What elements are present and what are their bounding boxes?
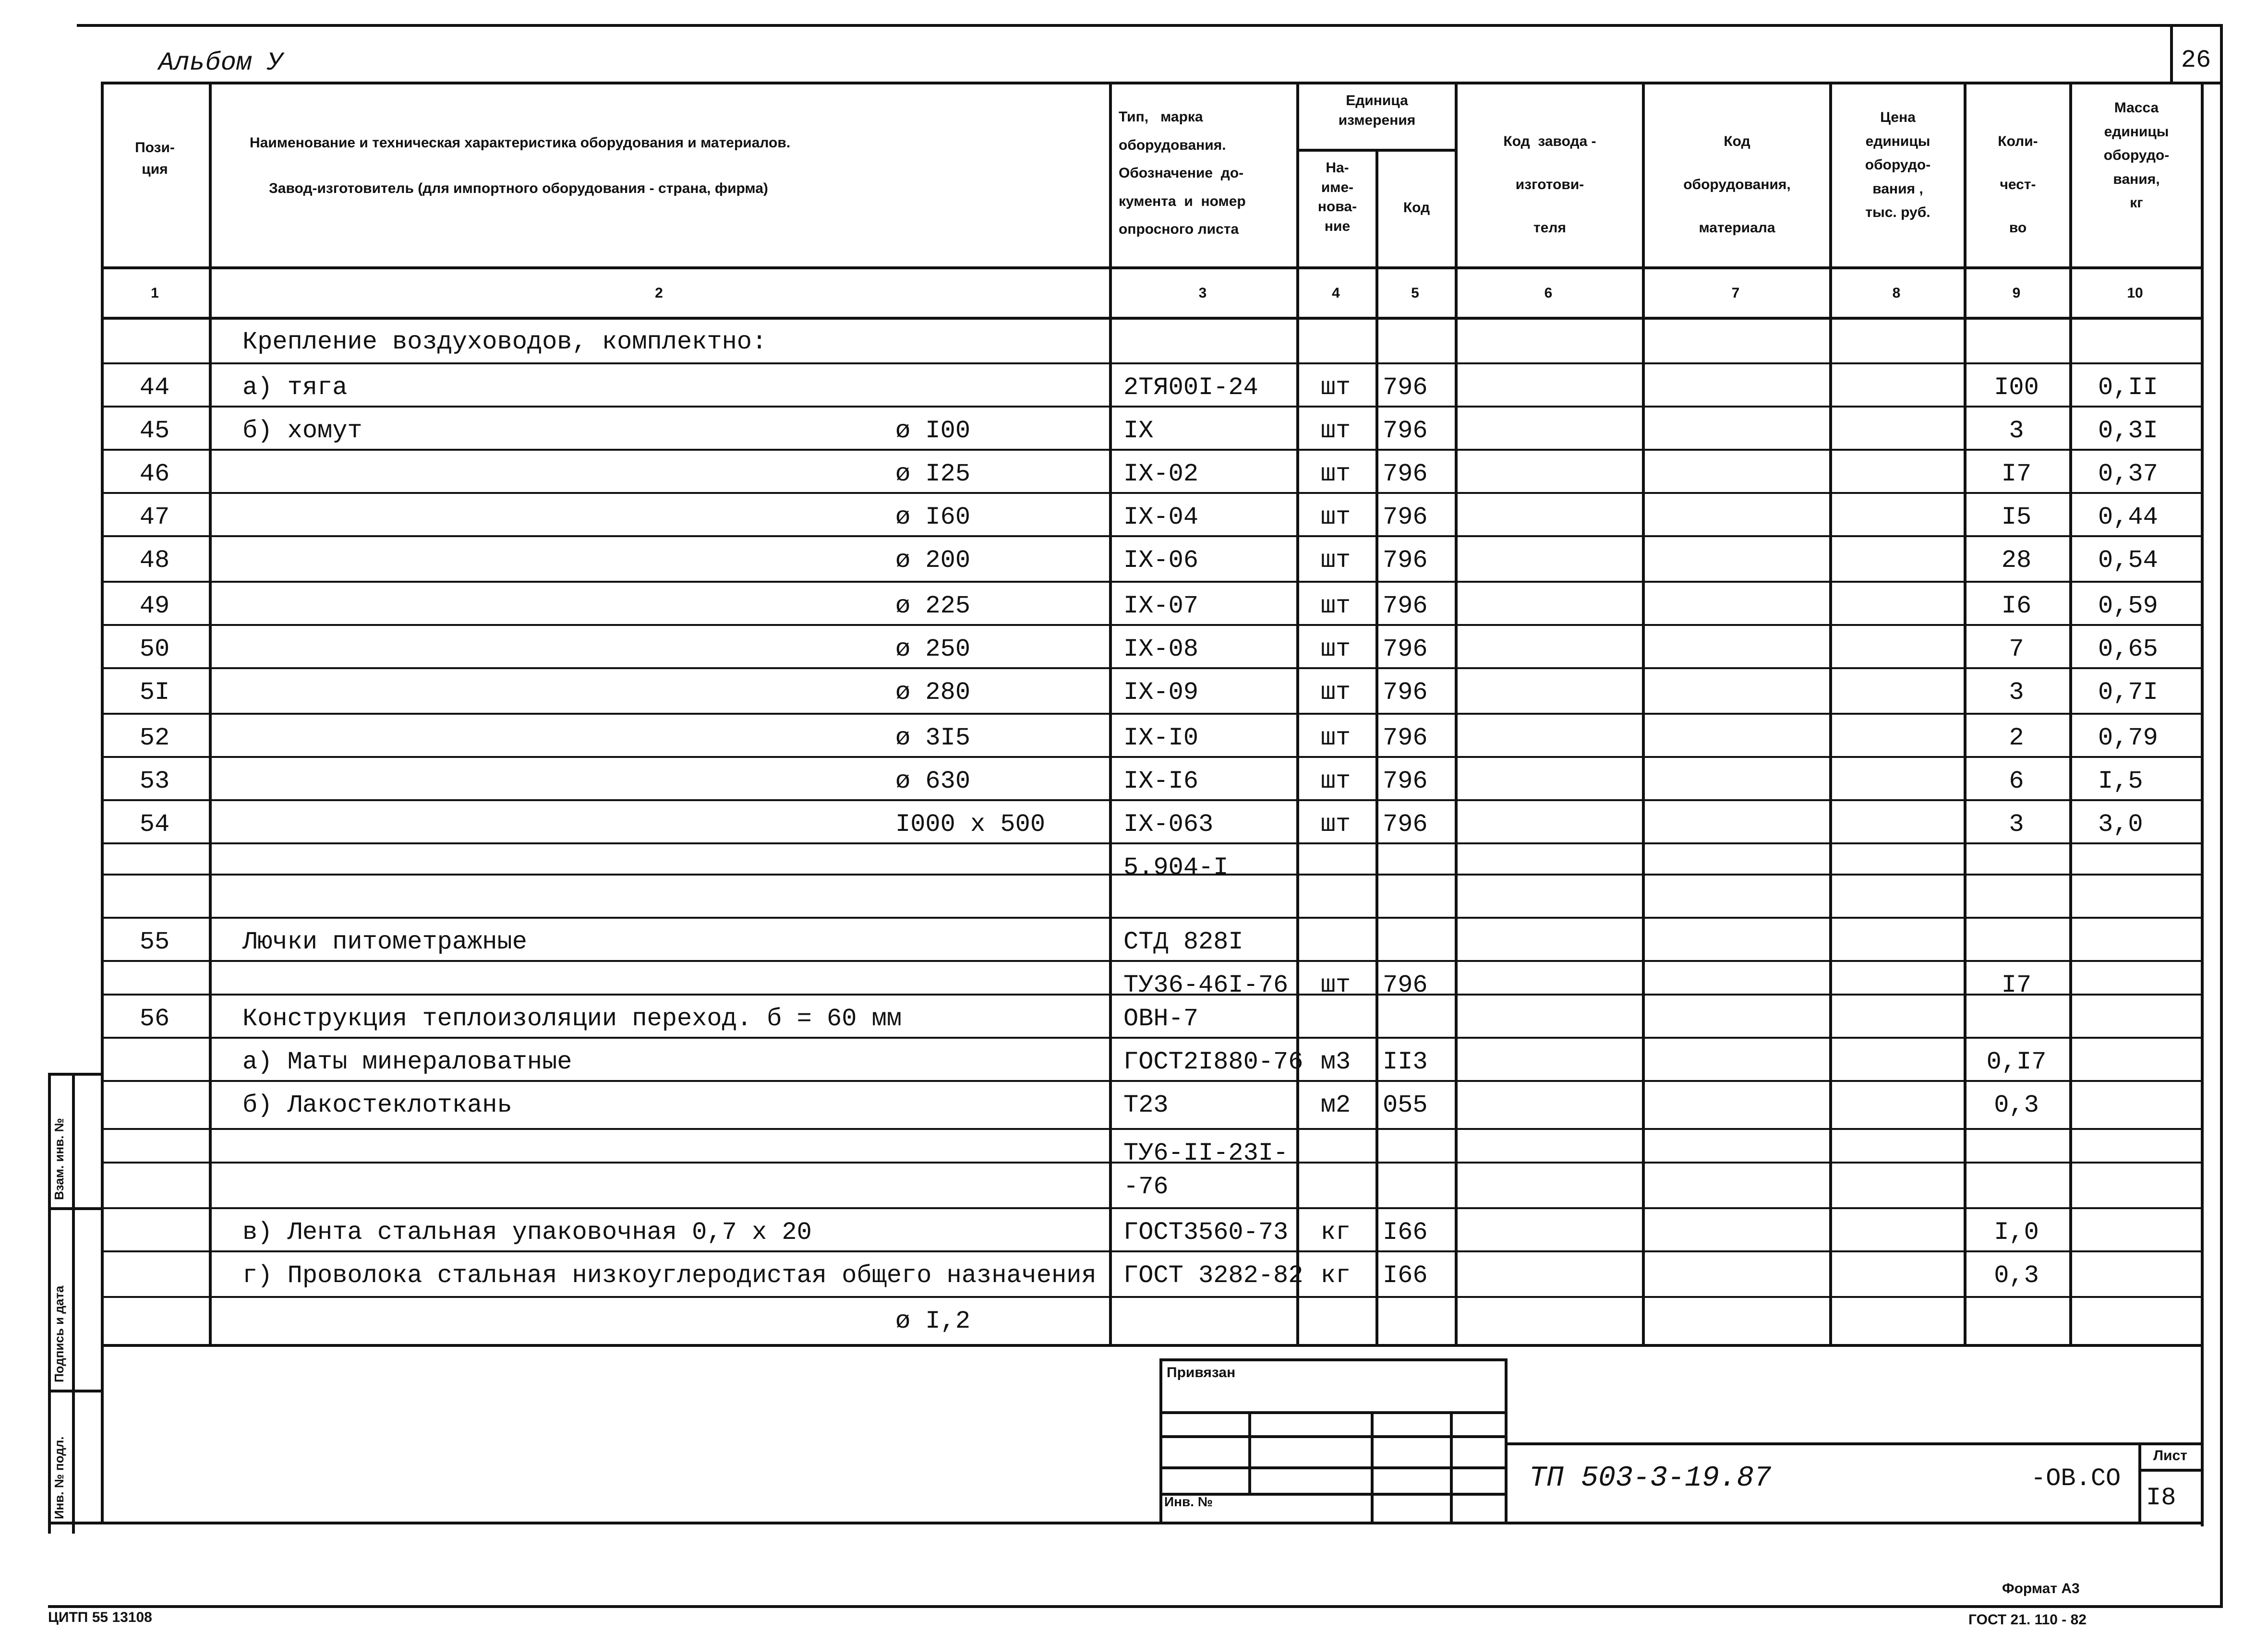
colnum-4: 4 [1332,285,1340,301]
table-bottom [101,1344,2204,1347]
row-unit-code: 796 [1383,592,1428,620]
row-unit: шт [1320,635,1351,663]
row-position: 48 [139,546,170,575]
page-number: 26 [2181,46,2211,74]
row-unit: м3 [1320,1048,1351,1076]
colnum-2: 2 [655,285,663,301]
row-line [101,1080,2204,1082]
row-name: б) хомут [242,417,362,445]
stamp-line-a [1159,1411,1508,1414]
row-dimension: ø 200 [895,546,971,575]
frame-bottom [48,1605,2223,1608]
row-type: IX-09 [1123,678,1199,707]
row-line [101,1037,2204,1039]
col-line-4 [1375,149,1378,1344]
row-unit: шт [1320,503,1351,531]
row-mass: 3,0 [2098,810,2143,839]
row-type: IX-I6 [1123,767,1199,795]
row-dimension: ø 250 [895,635,971,663]
sheet-label: Лист [2153,1448,2187,1464]
row-type: ОВН-7 [1123,1005,1199,1033]
stamp-col-c [1450,1411,1453,1524]
row-line [101,624,2204,626]
row-dimension: ø I25 [895,460,971,488]
row-unit-code: 055 [1383,1091,1428,1119]
row-mass: 0,59 [2098,592,2158,620]
row-quantity: 3 [2009,417,2024,445]
row-mass: 0,65 [2098,635,2158,663]
footer-left: ЦИТП 55 13108 [48,1609,152,1625]
col-line-8 [1964,82,1966,1344]
row-quantity: I00 [1994,373,2039,402]
row-line [101,667,2204,669]
frame-top [77,24,2223,27]
row-line [101,492,2204,494]
row-dimension: ø 225 [895,592,971,620]
row-position: 5I [139,678,170,707]
colnum-8: 8 [1892,285,1901,301]
row-dimension: ø I,2 [895,1307,971,1335]
designation-suffix: -ОВ.СО [2031,1464,2121,1493]
row-name: г) Проволока стальная низкоуглеродистая общего назначения [242,1261,1097,1290]
stamp-col-b [1371,1411,1374,1524]
col-line-5 [1455,82,1458,1344]
row-dimension: ø I00 [895,417,971,445]
row-dimension: ø 630 [895,767,971,795]
row-quantity: 2 [2009,724,2024,752]
row-unit: шт [1320,810,1351,839]
row-line [101,960,2204,962]
title-block-top [1505,1442,2204,1445]
header-quantity: Коли- чест- во [1998,133,2038,236]
row-line [101,1128,2204,1130]
row-quantity: 6 [2009,767,2024,795]
row-unit: шт [1320,971,1351,999]
row-type: ГОСТ3560-73 [1123,1218,1289,1247]
row-unit-code: 796 [1383,724,1428,752]
header-unit-name: На- име- нова- ние [1317,160,1357,234]
colnum-5: 5 [1411,285,1419,301]
table-top [101,82,2223,84]
row-name: б) Лакостеклоткань [242,1091,512,1119]
row-type: IX-02 [1123,460,1199,488]
row-line [101,581,2204,583]
row-quantity: I,0 [1994,1218,2039,1247]
row-unit-code: 796 [1383,417,1428,445]
side-stamp-line-2 [48,1207,101,1210]
row-quantity: I5 [2001,503,2032,531]
row-name: а) тяга [242,373,348,402]
row-dimension: ø 3I5 [895,724,971,752]
row-position: 56 [139,1005,170,1033]
stamp-col-a [1248,1411,1251,1493]
row-type: Т23 [1123,1091,1169,1119]
row-mass: 0,44 [2098,503,2158,531]
row-unit-code: II3 [1383,1048,1428,1076]
row-line [101,1250,2204,1252]
header-type: Тип, марка оборудования. Обозначение до- кумента и номер опросного листа [1119,109,1246,237]
stamp-top [1159,1358,1508,1361]
row-quantity: 3 [2009,810,2024,839]
row-position: 46 [139,460,170,488]
row-type: IX-I0 [1123,724,1199,752]
row-unit: шт [1320,724,1351,752]
col-line-7 [1829,82,1832,1344]
row-dimension: ø I60 [895,503,971,531]
row-type: СТД 828I [1123,928,1243,956]
row-type: -76 [1123,1173,1169,1201]
row-line [101,799,2204,801]
row-quantity: I7 [2001,460,2032,488]
row-quantity: 0,3 [1994,1261,2039,1290]
header-unit: Единица измерения [1338,93,1416,128]
row-name: Лючки питометражные [242,928,527,956]
colnum-bottom [101,317,2204,320]
row-unit: шт [1320,546,1351,575]
colnum-9: 9 [2012,285,2021,301]
row-unit-code: 796 [1383,971,1428,999]
row-line [101,917,2204,919]
row-type: ГОСТ2I880-76 [1123,1048,1303,1076]
stamp-left [1159,1358,1162,1524]
row-name: Крепление воздуховодов, комплектно: [242,328,767,356]
row-position: 45 [139,417,170,445]
sheet-number: I8 [2146,1484,2176,1512]
col-line-9 [2069,82,2072,1344]
row-mass: 0,3I [2098,417,2158,445]
row-line [101,842,2204,844]
row-line [101,1207,2204,1209]
row-line [101,756,2204,758]
row-type: IX-04 [1123,503,1199,531]
colnum-1: 1 [151,285,159,301]
row-mass: 0,54 [2098,546,2158,575]
stamp-privyazan: Привязан [1167,1365,1236,1380]
row-unit-code: 796 [1383,810,1428,839]
designation: ТП 503-3-19.87 [1529,1462,1772,1495]
row-line [101,1296,2204,1298]
col-line-6 [1642,82,1645,1344]
footer-format: Формат А3 [2002,1581,2080,1596]
row-name: Конструкция теплоизоляции переход. б = 60 мм [242,1005,902,1033]
col-line-10 [2201,82,2204,1526]
row-type: IX-06 [1123,546,1199,575]
row-quantity: 0,I7 [1986,1048,2047,1076]
frame-left [48,1073,51,1534]
album-label: Альбом У [158,48,283,78]
row-type: 5.904-I [1123,853,1229,882]
header-name-line1: Наименование и техническая характеристика оборудования и материалов. [250,135,791,151]
row-unit: шт [1320,373,1351,402]
row-dimension: I000 x 500 [895,810,1046,839]
col-line-1 [209,82,212,1344]
row-line [101,362,2204,364]
stamp-right [1505,1358,1508,1524]
row-quantity: 3 [2009,678,2024,707]
side-stamp-divider [72,1073,75,1534]
row-unit-code: 796 [1383,460,1428,488]
header-price: Цена единицы оборудо- вания , тыс. руб. [1865,109,1931,220]
side-label-signature: Подпись и дата [52,1285,66,1382]
colnum-10: 10 [2127,285,2143,301]
row-type: ГОСТ 3282-82 [1123,1261,1303,1290]
row-unit-code: 796 [1383,678,1428,707]
colnum-6: 6 [1544,285,1553,301]
side-label-replace: Взам. инв. № [52,1118,66,1200]
row-position: 44 [139,373,170,402]
row-quantity: 7 [2009,635,2024,663]
frame-right [2220,24,2223,1608]
row-position: 55 [139,928,170,956]
row-unit-code: 796 [1383,546,1428,575]
row-mass: 0,79 [2098,724,2158,752]
side-stamp-line-1 [48,1073,101,1076]
row-unit-code: 796 [1383,503,1428,531]
row-unit: шт [1320,460,1351,488]
row-position: 49 [139,592,170,620]
row-unit-code: I66 [1383,1218,1428,1247]
row-line [101,449,2204,451]
header-mass: Масса единицы оборудо- вания, кг [2103,100,2170,211]
row-type: IX-063 [1123,810,1214,839]
header-unit-code: Код [1403,200,1430,216]
page-number-box-left [2170,24,2173,84]
row-dimension: ø 280 [895,678,971,707]
stamp-line-b [1159,1435,1508,1438]
row-type: IX-08 [1123,635,1199,663]
row-mass: 0,37 [2098,460,2158,488]
row-mass: 0,II [2098,373,2158,402]
row-quantity: I6 [2001,592,2032,620]
colnum-3: 3 [1198,285,1207,301]
header-factory-code: Код завода - изготови- теля [1503,133,1596,236]
row-type: ТУ36-46I-76 [1123,971,1289,999]
row-unit: шт [1320,417,1351,445]
row-unit: кг [1320,1261,1351,1290]
header-bottom [101,266,2204,269]
row-type: 2ТЯ00I-24 [1123,373,1258,402]
row-line [101,406,2204,408]
row-unit: шт [1320,592,1351,620]
side-stamp-line-3 [48,1390,101,1392]
sheet-box-mid [2138,1469,2204,1472]
side-label-inv: Инв. № подл. [52,1436,66,1519]
row-unit: м2 [1320,1091,1351,1119]
row-quantity: 0,3 [1994,1091,2039,1119]
header-equipment-code: Код оборудования, материала [1683,133,1791,236]
row-position: 47 [139,503,170,531]
row-position: 50 [139,635,170,663]
row-line [101,535,2204,537]
row-unit-code: 796 [1383,373,1428,402]
row-type: ТУ6-II-23I- [1123,1139,1289,1167]
row-type: IX [1123,417,1154,445]
row-quantity: 28 [2001,546,2032,575]
row-unit-code: 796 [1383,767,1428,795]
header-name-line2: Завод-изготовитель (для импортного оборудования - страна, фирма) [269,180,768,196]
row-line [101,713,2204,715]
row-unit: шт [1320,767,1351,795]
row-unit-code: I66 [1383,1261,1428,1290]
row-mass: I,5 [2098,767,2143,795]
row-position: 53 [139,767,170,795]
row-name: в) Лента стальная упаковочная 0,7 х 20 [242,1218,812,1247]
colnum-7: 7 [1731,285,1740,301]
row-quantity: I7 [2001,971,2032,999]
row-unit: кг [1320,1218,1351,1247]
side-stamp-line-4 [48,1522,2204,1524]
row-position: 52 [139,724,170,752]
row-unit-code: 796 [1383,635,1428,663]
row-name: а) Маты минераловатные [242,1048,572,1076]
row-position: 54 [139,810,170,839]
footer-gost: ГОСТ 21. 110 - 82 [1968,1612,2087,1628]
stamp-inv: Инв. № [1164,1494,1213,1509]
sheet-box-left [2138,1442,2141,1524]
row-unit: шт [1320,678,1351,707]
header-position: Пози- ция [135,140,175,177]
row-mass: 0,7I [2098,678,2158,707]
col-line-3 [1296,82,1299,1344]
stamp-line-c [1159,1466,1508,1469]
col-line-2 [1109,82,1112,1344]
row-type: IX-07 [1123,592,1199,620]
